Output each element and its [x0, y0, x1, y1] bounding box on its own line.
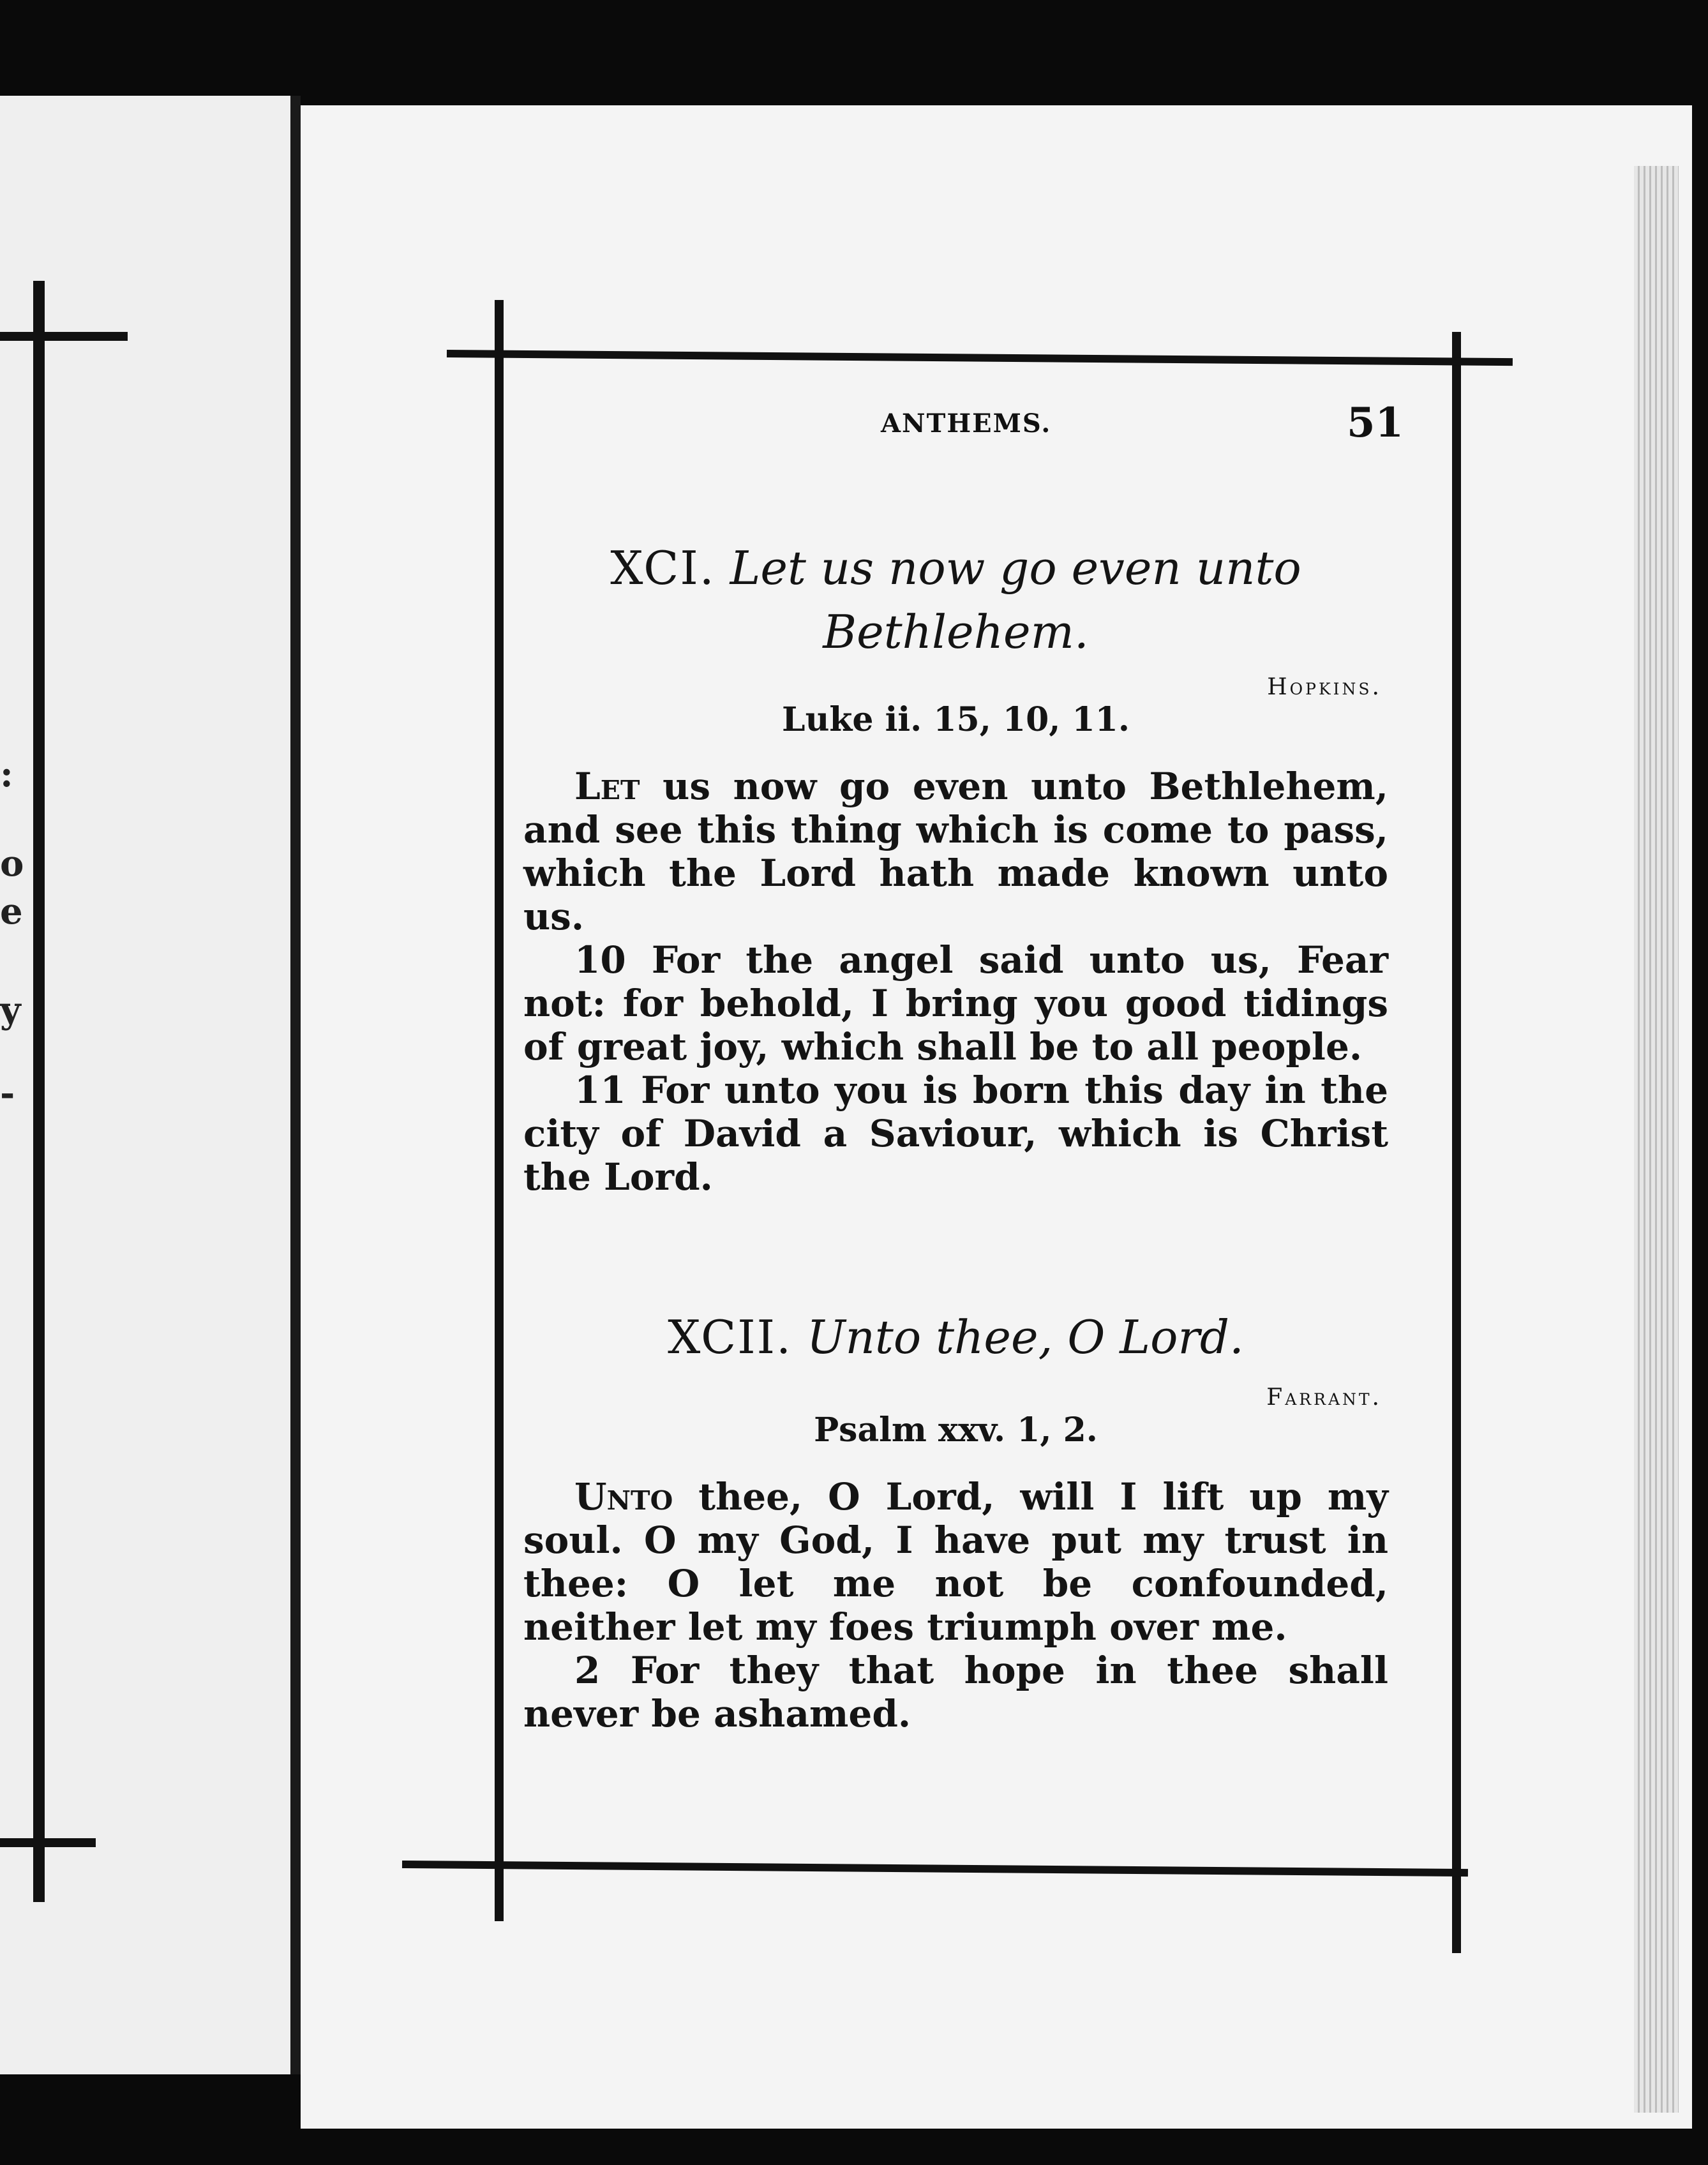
anthem-body — [523, 765, 1388, 1199]
verse-text: thee, O Lord, will I lift up my soul. O my God, I have put my trust in thee: O let me not be confounded, neither let my foes triumph over me. — [523, 1475, 1388, 1649]
anthem-body — [523, 1475, 1388, 1735]
verse-text: us now go even unto Bethlehem, and see this thing which is come to pass, which the Lord hath made known unto us. — [523, 765, 1388, 938]
verse-paragraph: 11 For unto you is born this day in the city of David a Saviour, which is Christ the Lord. — [523, 1068, 1388, 1199]
composer: Farrant. — [1266, 1384, 1382, 1411]
verse-paragraph — [523, 765, 1388, 938]
anthem-number: XCI. — [610, 541, 715, 595]
left-page-fragment: e — [0, 890, 23, 933]
anthem-title — [523, 536, 1388, 664]
verse-paragraph: 2 For they that hope in thee shall never be ashamed. — [523, 1649, 1388, 1735]
left-page-fragment: - — [0, 1072, 15, 1114]
frame-right-rule — [1452, 332, 1461, 1953]
page-edges — [1634, 166, 1679, 2113]
left-page-fragment: : — [0, 753, 13, 795]
anthem-title-text: Unto thee, O Lord. — [806, 1310, 1244, 1364]
anthem-xcii — [523, 1305, 1388, 1735]
left-page-fragment: y — [0, 989, 21, 1031]
frame-left-rule — [495, 300, 504, 1921]
anthem-number: XCII. — [668, 1310, 792, 1364]
anthem-xci — [523, 536, 1388, 1199]
anthem-title-text: Let us now go even unto — [730, 541, 1301, 595]
left-page-fragment: o — [0, 843, 24, 885]
gutter-shadow — [290, 96, 301, 2074]
composer: Hopkins. — [1267, 674, 1382, 700]
left-page-top-rule — [0, 332, 128, 341]
lead-capitals: Unto — [574, 1475, 673, 1518]
verse-paragraph — [523, 1475, 1388, 1649]
anthem-title-text-continued: Bethlehem. — [823, 605, 1089, 659]
lead-capitals: Let — [574, 765, 640, 808]
left-page-frame-rule — [33, 281, 45, 1902]
scripture-reference: Psalm xxv. 1, 2. — [814, 1411, 1098, 1450]
page-number: 51 — [1347, 399, 1404, 447]
scripture-reference: Luke ii. 15, 10, 11. — [782, 700, 1130, 739]
verse-paragraph: 10 For the angel said unto us, Fear not: for behold, I bring you good tidings of great joy, which shall be to all people. — [523, 938, 1388, 1068]
anthem-title — [523, 1305, 1388, 1369]
left-page-bottom-rule — [0, 1838, 96, 1847]
running-head: ANTHEMS. — [881, 408, 1052, 438]
